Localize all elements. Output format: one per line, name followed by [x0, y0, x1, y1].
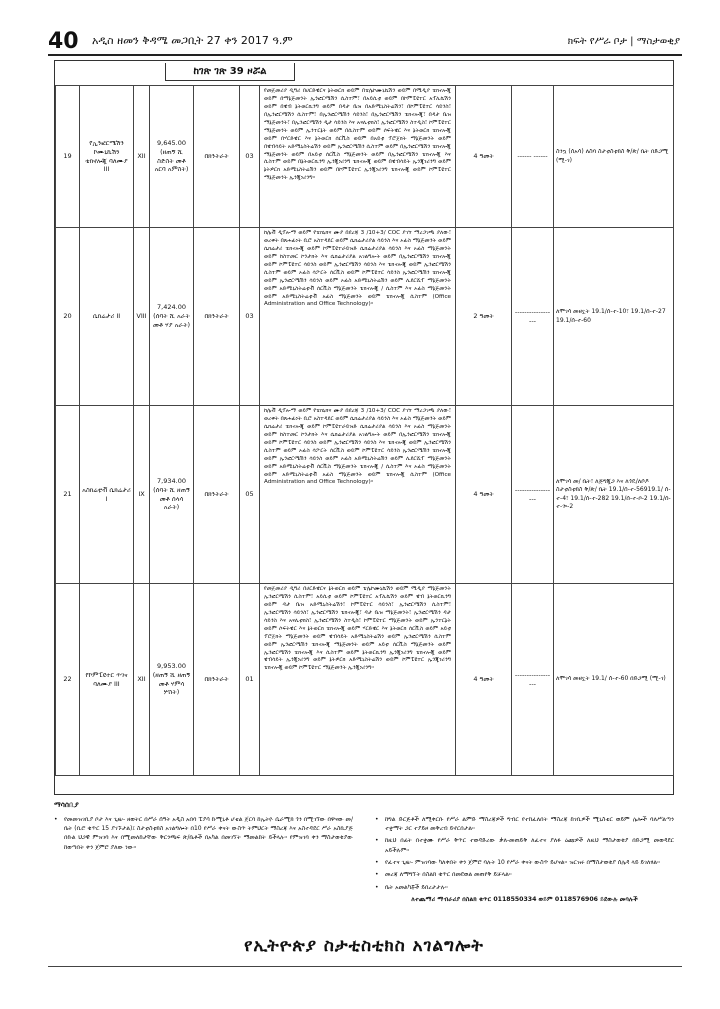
agency-name: የኢትዮጵያ ስታቲስቲክስ አገልግሎት	[244, 936, 484, 956]
notes-right-column	[375, 815, 674, 905]
note-item: • ቤት አመልካቾች ይበረታታሉ።	[375, 883, 674, 892]
vacancy-table-frame	[54, 60, 674, 795]
grade-cell: IX	[134, 406, 150, 584]
table-row	[56, 584, 674, 776]
footer-rule	[48, 966, 682, 967]
notes-left-column	[54, 815, 353, 905]
note-item: • ከግል ድርጅቶች ለሚቀርቡ የሥራ ልምድ ማስረጃዎች ግብር የተከፈለበት ማስረጃ ከገቢዎች ሚኒስቴር ወይም ሌሎች ባለሥልጣን ተቋማት ጋር ተያይዞ መቅረብ ይኖርበታል።	[375, 815, 674, 834]
qualification-description-cell: ከሌቭ ዲፕሎማ ወይም የቴክኒክና ሙያ በደረጃ 3 /10+3/ COC ያገኘ ማረጋገጫ ያለው፣ ወረቀት በጸሐፊነት ቢሮ አስተዳደር ወይም ሴክሬታሪያል ሳይንስ እና ኦፊስ ማኔጅመንት ወይም ሴክሬታሪ ቴክኖሎጂ ወይም ኮምፒዩተራይዝድ ሴክሬታሪያል ሳይንስ እና ኦፊስ ማኔጅመንት ወይም ከስተመር ኮንታክት እና ሴክሬታሪያል አገልግሎት ወይም በኢንፎርሜሽን ቴክኖሎጂ ወይም ኮምፒዩተር ሳይንስ ወይም ኢንፎርሜሽን ሳይንስ እና ቴክኖሎጂ ወይም ኢንፎርሜሽን ሲስተም ወይም ኦፊስ ሳፖርት ሰርቪስ ወይም ኮምፒዩተር ሳይንስ ኢንፎርሜሽን ቴክኖሎጂ ወይም ኢንፎርሜሽን ሳይንስ ወይም ኦፊስ አድሚኒስትሬሽን ወይም ሊደርሺፕ ማኔጅመንት ወይም አድሚኒስትሬቲቭ ሰርቪስ ማኔጅመንት ቴክኖሎጂ / ሲስተም እና ኦፊስ ማኔጅመንት ወይም አድሚኒስትሬቲቭ አፊስ ማኔጅመንት ወይም ቴክኖሎጂ ሲስተም (Office Administration and Office Technology)።	[260, 228, 456, 406]
quantity-cell: 05	[240, 406, 260, 584]
qualification-description-cell: የመጀመሪያ ዲግሪ በሀርድዌርና ኔትወርክ ወይም በቴሌኮሙኒኬሽን ወይም በሚዲያ ቴክኖሎጂ ወይም በማኔጅመንት ኢንፎርሜሽን ሲስተም፣ በአይሲቲ ወይም በኮምፒዩተር አፕሊኬሽን ወይም በዌብ ኔትወርኪንግ ወይም በዳታ ቤዝ በአድሚኒስትሬሽን፣ በኮምፒዩተር ሳይንስ፣ በኢንፎርሜሽን ሲስተም፣ በኢንፎርሜሽን ሳይንስ፣ በኢንፎርሜሽን ቴክኖሎጂ፣ በዳታ ቤዝ ማኔጅመንት፣ በኢንፎርሜሽን ዲታ ሳይንስ እና አናሊቲክስ፣ ኢንፎርሜሽን ስተዲስ፣ ኮምፒዩተር ማኔጅመንት ወይም ኢንተርኔት ወይም በሲስተም ወይም ሶፍትዌር እና ኔትወርክ ቴክኖሎጂ ወይም በሃርድዌር እና ኔትወርክ ሰርቪስ ወይም በአይቲ ፕሮጀክት ማኔጅመንት ወይም በዌብሳይት አድሚኒስትሬሽን ወይም ኢንፎርሜሽን ሲስተም ወይም በኢንፎርሜሽን ቴክኖሎጂ ማኔጅመንት ወይም በአይቲ ሰርቪስ ማኔጅመንት ወይም በኢንፎርሜሽን ቴክኖሎጂ እና ሲስተም ወይም በኔትወርኪንግ ኢንጂነሪንግ ቴክኖሎጂ ወይም በዌብሳይት ኢንጂነሪንግ ወይም ኔትዎርክ አድሚኒስትሬሽን ወይም በኮምፒዩተር ኢንጂነሪንግ ቴክኖሎጂ ወይም ኮምፒዩተር ማኔጅመንት ኢንጂነሪንግ።	[260, 86, 456, 228]
table-row	[56, 86, 674, 228]
continued-label: ከገጽ ገጽ 39 ዞሯል	[165, 63, 295, 81]
note-item: • የፈተና ጊዜ፡- ምዝገባው ካለቀበት ቀን ጀምሮ ባሉት 10 የሥራ ቀናት ውስጥ ይሆናል። ዝርዝሩ በማስታወቂያ ሰሌዳ ላይ ይገለፃል።	[375, 858, 674, 867]
salary-cell: 7,934.00 (ሰባት ሺ ዘጠኝ መቶ ሰላሳ አራት)	[150, 406, 194, 584]
salary-cell: 7,424.00 (ሰባት ሺ አራት መቶ ሃያ አራት)	[150, 228, 194, 406]
qualification-description-cell: የመጀመሪያ ዲግሪ በሀርድዌርና ኔትወርክ ወይም ቴሌኮሙኒኬሽን ወይም ሚዲያ ማኔጅመንት ኢንፎርሜሽን ሲስተም፣ አይሲቲ ወይም ኮምፒዩተር አፕሊኬሽን ወይም ዌብ ኔትወርኪንግ ወይም ዳታ ቤዝ አድሚኒስትሬሽን፣ ኮምፒዩተር ሳይንስ፣ ኢንፎርሜሽን ሲስተም፣ ኢንፎርሜሽን ሳይንስ፣ ኢንፎርሜሽን ቴክኖሎጂ፣ ዳታ ቤዝ ማኔጅመንት፣ ኢንፎርሜሽን ዳታ ሳይንስ እና አናሊቲክስ፣ ኢንፎርሜሽን ስተዲስ፣ ኮምፒዩተር ማኔጅመንት ወይም ኢንተርኔት ወይም ሶፍትዌር እና ኔትወርክ ቴክኖሎጂ ወይም ሃርድዌር እና ኔትወርክ ሰርቪስ ወይም አይቲ ፕሮጀክት ማኔጅመንት ወይም ዌብሳይት አድሚኒስትሬሽን ወይም ኢንፎርሜሽን ሲስተም ወይም ኢንፎርሜሽን ቴክኖሎጂ ማኔጅመንት ወይም አይቲ ሰርቪስ ማኔጅመንት ወይም ኢንፎርሜሽን ቴክኖሎጂ እና ሲስተም ወይም ኔትወርኪንግ ኢንጂነሪንግ ቴክኖሎጂ ወይም ዌብሳይት ኢንጂነሪንግ ወይም ኔትዎርክ አድሚኒስትሬሽን ወይም ኮምፒዩተር ኢንጂነሪንግ ቴክኖሎጂ ወይም ኮምፒዩተር ማኔጅመንት ኢንጂነሪንግ።	[260, 584, 456, 776]
job-title-cell: የኮምፒዩተር ጥገና ባለሙያ III	[80, 584, 134, 776]
quantity-cell: 03	[240, 86, 260, 228]
work-place-cell: ለሞገሳ መዘኗት 19.1/ ሰ-ተ-60 በድጋሚ (ሚ-ገ)	[554, 584, 674, 776]
training-cell: ------ ------	[512, 86, 554, 228]
job-title-cell: አስክሬቲቭ ሴክሬታሪ I	[80, 406, 134, 584]
work-place-cell: ለሞገሳ መ/ ቤት፣ ለጅግጂጋ እና ለጎዴ/ለሶዶ ስታቲስቲክስ ቅ/ጽ/ ቤት 19.1/ሰ-ተ-56919.1/ ሰ-ተ-4፣ 19.1/ሰ-ተ-282 19.1/ሰ-ተ-ቦ-2 19.1/ሰ-ተ-ጐ-2	[554, 406, 674, 584]
header-rule	[48, 54, 682, 56]
employment-type-cell: በክንትራት	[194, 228, 240, 406]
publication-dateline: አዲስ ዘመን ቅዳሜ መጋቢት 27 ቀን 2017 ዓ.ም	[92, 34, 293, 47]
note-item: • ከዚህ በፊት በተቋሙ የሥራ ቅጥር ተወዳድረው ቃለ-መጠይቅ ለፈተና ያለፉ ዕጩዎች ለዚህ ማስታወቂያ በድጋሚ መወዳደር አይችሉም።	[375, 836, 674, 855]
training-cell: ------------------	[512, 584, 554, 776]
quantity-cell: 03	[240, 228, 260, 406]
salary-cell: 9,645.00 (ዘጠኝ ሺ ስድስት መቶ አርባ አምስት)	[150, 86, 194, 228]
training-cell: ------------------	[512, 228, 554, 406]
note-item: • የመመዝገቢያ ቦታ እና ጊዜ፡- ዘወትር በሥራ ሰዓት አዲስ አበባ ፒያሳ ኩሚኒቶ ሆቴል ጀርባ ከኢትዮ ሴራሚክ ጎን በሚገኘው በዋናው መ/ቤት (ቢሮ ቁጥር 15 ያገኙታል)፤ ስታቲስቲክስ አገልግሎት በ10 የሥራ ቀናት ውስጥ ትምህርት ማስረጃ እና አስተዳደር ሥራ አስኪያጅ በኩል ህጋዊ ምዝገባ እና በሚመለከታቸው ቅርንጫፍ ጽ/ቤቶች በአካል በመገኘት ማመልከት ይችላሉ። የምዝገባ ቀን ማስታወቂያው ከወጣበት ቀን ጀምሮ ያለው ነው።	[54, 815, 353, 852]
job-title-cell: ሴክሬታሪ II	[80, 228, 134, 406]
training-cell: ------------------	[512, 406, 554, 584]
note-item: • መረጃ ለማግኘት በስልክ ቁጥር በመደወል መጠየቅ ይቻላል።	[375, 870, 674, 879]
section-label: ክፍት የሥራ ቦታ | ማስታወቂያ	[567, 35, 680, 47]
grade-cell: VIII	[134, 228, 150, 406]
work-place-cell: ስንኳ (ሰአሳ) ለስባ ስታቲስቲክስ ቅ/ጽ/ ቤት በድጋሚ (ሚ-ገ)	[554, 86, 674, 228]
page-header	[48, 28, 680, 54]
notes-title: ማሳሰቢያ	[54, 801, 79, 809]
table-row	[56, 228, 674, 406]
employment-type-cell: በክንትራት	[194, 86, 240, 228]
notes-section	[54, 800, 674, 945]
salary-cell: 9,953.00 (ዘጠኝ ሺ ዘጠኝ መቶ ሃምሳ ሦስት)	[150, 584, 194, 776]
experience-cell: 4 ዓመት	[456, 584, 512, 776]
employment-type-cell: በክንትራት	[194, 584, 240, 776]
table-row	[56, 406, 674, 584]
row-number-cell: 22	[56, 584, 80, 776]
row-number-cell: 20	[56, 228, 80, 406]
experience-cell: 4 ዓመት	[456, 406, 512, 584]
experience-cell: 4 ዓመት	[456, 86, 512, 228]
vacancy-table	[55, 85, 674, 776]
employment-type-cell: በክንትራት	[194, 406, 240, 584]
page-number: 40	[48, 28, 79, 54]
work-place-cell: ለሞገሳ መዘኗት 19.1/ሰ-ተ-10፣ 19.1/ሰ-ተ-27 19.1/ሰ-ተ-60	[554, 228, 674, 406]
experience-cell: 2 ዓመት	[456, 228, 512, 406]
row-number-cell: 19	[56, 86, 80, 228]
contact-line: ለተጨማሪ ማብራሪያ በስልክ ቁጥር 0118550334 ወይም 0118576906 ይደውሉ መባሉች	[411, 895, 638, 903]
qualification-description-cell: ከሌቭ ዲፕሎማ ወይም የቴክኒክና ሙያ በደረጃ 3 /10+3/ COC ያገኘ ማረጋገጫ ያለው፣ ወረቀት በጸሐፊነት ቢሮ አስተዳደር ወይም ሴክሬታሪያል ሳይንስ እና ኦፊስ ማኔጅመንት ወይም ሴክሬታሪ ቴክኖሎጂ ወይም ኮምፒዩተራይዝድ ሴክሬታሪያል ሳይንስ እና ኦፊስ ማኔጅመንት ወይም ከስተመር ኮንታክት እና ሴክሬታሪያል አገልግሎት ወይም በኢንፎርሜሽን ቴክኖሎጂ ወይም ኮምፒዩተር ሳይንስ ወይም ኢንፎርሜሽን ሳይንስ እና ቴክኖሎጂ ወይም ኢንፎርሜሽን ሲስተም ወይም ኦፊስ ሳፖርት ሰርቪስ ወይም ኮምፒዩተር ሳይንስ ኢንፎርሜሽን ቴክኖሎጂ ወይም ኢንፎርሜሽን ሳይንስ ወይም ኦፊስ አድሚኒስትሬሽን ወይም ሊደርሺፕ ማኔጅመንት ወይም አድሚኒስትሬቲቭ ሰርቪስ ማኔጅመንት ቴክኖሎጂ / ሲስተም እና ኦፊስ ማኔጅመንት ወይም አድሚኒስትሬቲቭ አፊስ ማኔጅመንት ወይም ቴክኖሎጂ ሲስተም (Office Administration and Office Technology)።	[260, 406, 456, 584]
grade-cell: XII	[134, 584, 150, 776]
grade-cell: XII	[134, 86, 150, 228]
row-number-cell: 21	[56, 406, 80, 584]
quantity-cell: 01	[240, 584, 260, 776]
job-title-cell: የኢንፎርሜሽን ኮሙኒኬሽን ቴክኖሎጂ ባለሙያ III	[80, 86, 134, 228]
